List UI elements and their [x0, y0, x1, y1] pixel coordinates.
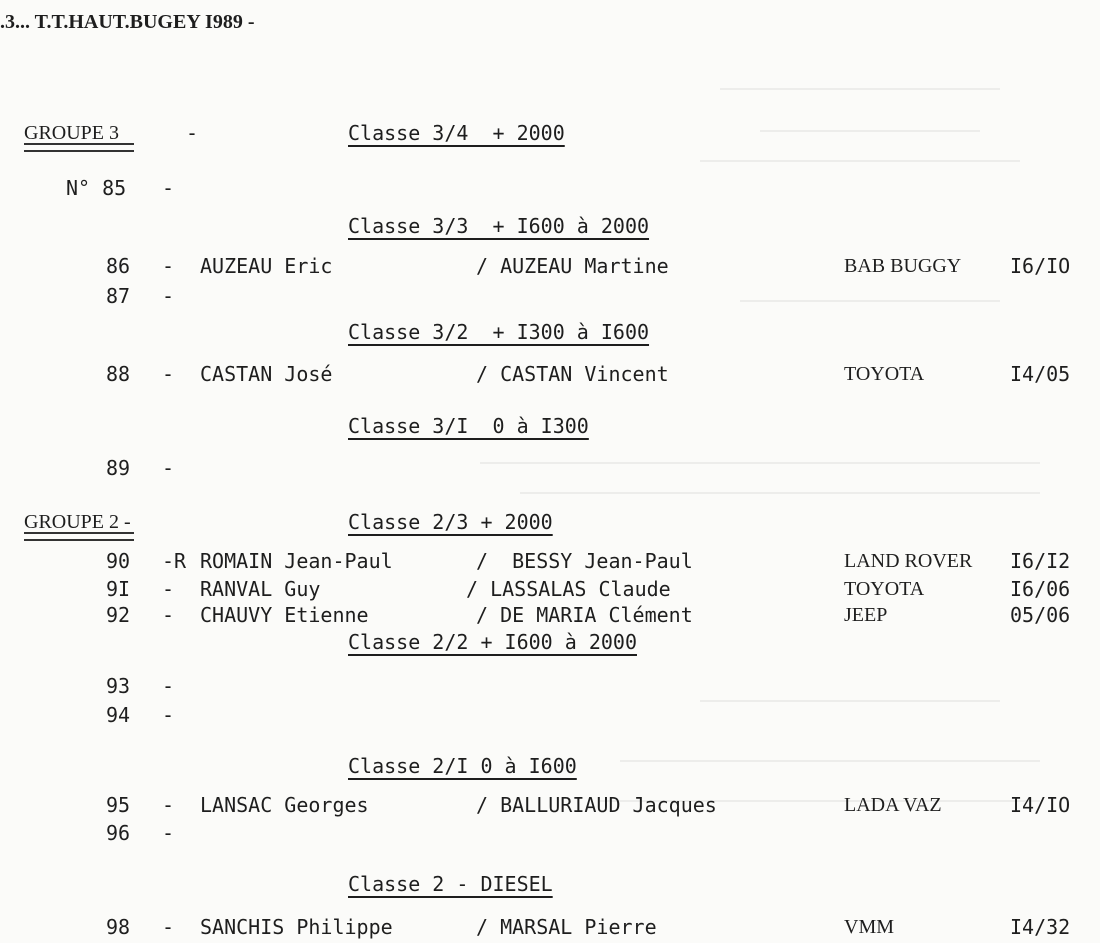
car-model: TOYOTA: [844, 578, 925, 600]
driver-name: CHAUVY Etienne: [200, 603, 369, 627]
entry-time: I4/32: [1010, 915, 1071, 939]
entry-dash: -: [162, 793, 175, 817]
codriver-name: / DE MARIA Clément: [476, 603, 693, 627]
entry-dash: -: [162, 603, 175, 627]
entry-number: 96: [106, 821, 131, 845]
class-heading: Classe 3/I 0 à I300: [348, 414, 589, 438]
entry-number: 93: [106, 674, 131, 698]
class-heading: Classe 2/3 + 2000: [348, 510, 553, 534]
entry-time: I4/IO: [1010, 793, 1071, 817]
codriver-name: / AUZEAU Martine: [476, 254, 669, 278]
codriver-name: / LASSALAS Claude: [466, 577, 671, 601]
entry-time: I6/I2: [1010, 549, 1071, 573]
double-underline: [24, 532, 134, 541]
class-heading: Classe 2 - DIESEL: [348, 872, 553, 896]
entry-dash: -: [162, 254, 175, 278]
codriver-name: / MARSAL Pierre: [476, 915, 657, 939]
entry-number: 98: [106, 915, 131, 939]
entry-dash: -: [162, 703, 175, 727]
entry-number: N° 85: [66, 176, 127, 200]
entry-number: 89: [106, 456, 131, 480]
driver-name: CASTAN José: [200, 362, 333, 386]
car-model: LAND ROVER: [844, 550, 973, 572]
driver-name: LANSAC Georges: [200, 793, 369, 817]
entry-number: 95: [106, 793, 131, 817]
entry-dash: -: [162, 362, 175, 386]
car-model: JEEP: [844, 604, 888, 626]
codriver-name: / BESSY Jean-Paul: [476, 549, 693, 573]
entry-number: 9I: [106, 577, 131, 601]
class-heading: Classe 3/4 + 2000: [348, 121, 565, 145]
entry-number: 90: [106, 549, 131, 573]
entry-dash: -: [162, 284, 175, 308]
page-title: .3... T.T.HAUT.BUGEY I989 -: [0, 11, 255, 33]
double-underline: [24, 143, 134, 152]
entry-dash: -: [162, 176, 175, 200]
class-heading: Classe 3/3 + I600 à 2000: [348, 214, 650, 238]
driver-name: AUZEAU Eric: [200, 254, 333, 278]
entry-number: 86: [106, 254, 131, 278]
entry-dash: -: [162, 821, 175, 845]
driver-name: SANCHIS Philippe: [200, 915, 393, 939]
entry-dash: -: [162, 456, 175, 480]
group-2-label: GROUPE 2 -: [24, 511, 131, 533]
car-model: VMM: [844, 916, 895, 938]
car-model: TOYOTA: [844, 363, 925, 385]
class-heading: Classe 2/2 + I600 à 2000: [348, 630, 637, 654]
car-model: BAB BUGGY: [844, 255, 962, 277]
group-3-label: GROUPE 3: [24, 122, 120, 144]
group-3-dash: -: [186, 121, 199, 145]
codriver-name: / BALLURIAUD Jacques: [476, 793, 717, 817]
entry-dash: -: [162, 674, 175, 698]
entry-time: I6/06: [1010, 577, 1071, 601]
driver-name: RANVAL Guy: [200, 577, 321, 601]
entry-number: 87: [106, 284, 131, 308]
entry-time: 05/06: [1010, 603, 1071, 627]
entry-number: 92: [106, 603, 131, 627]
entry-time: I4/05: [1010, 362, 1071, 386]
class-heading: Classe 3/2 + I300 à I600: [348, 320, 650, 344]
car-model: LADA VAZ: [844, 794, 942, 816]
entry-number: 88: [106, 362, 131, 386]
codriver-name: / CASTAN Vincent: [476, 362, 669, 386]
class-heading: Classe 2/I 0 à I600: [348, 754, 577, 778]
entry-dash: -R: [162, 549, 187, 573]
entry-time: I6/IO: [1010, 254, 1071, 278]
entry-dash: -: [162, 577, 175, 601]
entry-number: 94: [106, 703, 131, 727]
entry-dash: -: [162, 915, 175, 939]
driver-name: ROMAIN Jean-Paul: [200, 549, 393, 573]
